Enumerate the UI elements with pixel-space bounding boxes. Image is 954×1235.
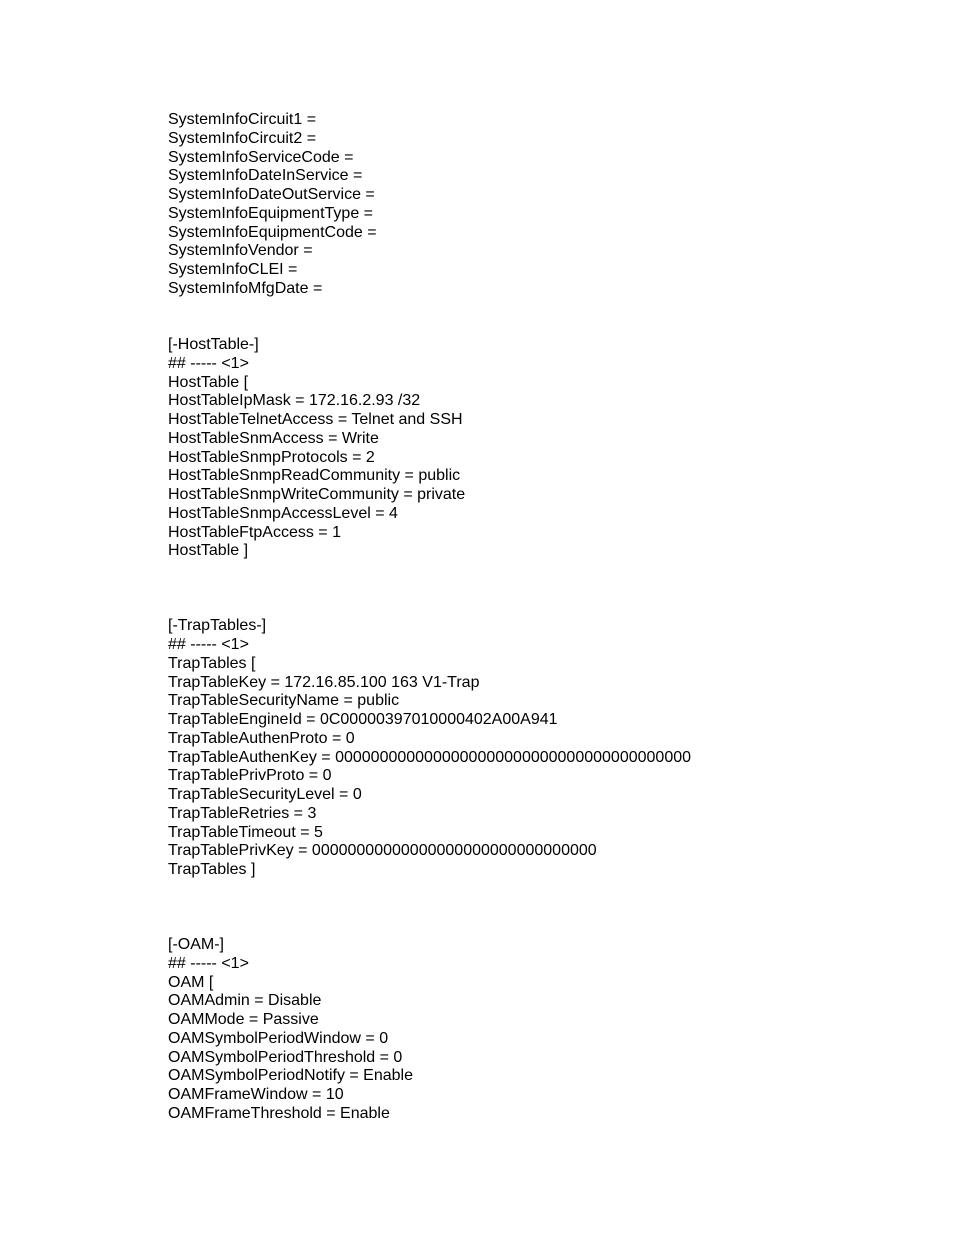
config-document bbox=[168, 111, 691, 1124]
blank-line bbox=[168, 580, 691, 599]
blank-line bbox=[168, 599, 691, 618]
config-line: ## ----- <1> bbox=[168, 954, 249, 972]
config-line: SystemInfoServiceCode = bbox=[168, 148, 354, 166]
config-line: SystemInfoCLEI = bbox=[168, 261, 298, 278]
config-line: OAMMode = Passive bbox=[168, 1011, 319, 1028]
config-line: TrapTableEngineId = 0C00000397010000402A00A941 bbox=[168, 711, 558, 728]
config-line: OAMSymbolPeriodThreshold = 0 bbox=[168, 1048, 403, 1066]
config-line: TrapTableAuthenProto = 0 bbox=[168, 729, 355, 747]
config-line: TrapTableKey = 172.16.85.100 163 V1-Trap bbox=[168, 673, 480, 691]
config-line: [-TrapTables-] bbox=[168, 617, 267, 635]
config-line: HostTableFtpAccess = 1 bbox=[168, 523, 341, 541]
config-line: SystemInfoDateInService = bbox=[168, 167, 363, 185]
blank-line bbox=[168, 317, 691, 336]
config-section bbox=[168, 617, 691, 936]
config-line: OAMAdmin = Disable bbox=[168, 992, 322, 1010]
config-line: HostTable [ bbox=[168, 373, 249, 391]
config-line: ## ----- <1> bbox=[168, 354, 249, 372]
config-line: HostTableTelnetAccess = Telnet and SSH bbox=[168, 411, 463, 428]
config-line: TrapTableTimeout = 5 bbox=[168, 823, 323, 841]
config-line: HostTableSnmpAccessLevel = 4 bbox=[168, 504, 398, 522]
config-line: OAMFrameThreshold = Enable bbox=[168, 1104, 390, 1122]
config-line: TrapTableRetries = 3 bbox=[168, 804, 317, 822]
config-line: HostTableSnmpWriteCommunity = private bbox=[168, 486, 466, 503]
config-line: OAMFrameWindow = 10 bbox=[168, 1086, 344, 1103]
config-line: SystemInfoEquipmentCode = bbox=[168, 223, 377, 241]
config-line: [-OAM-] bbox=[168, 936, 224, 953]
config-line: HostTableIpMask = 172.16.2.93 /32 bbox=[168, 392, 421, 410]
config-section bbox=[168, 111, 691, 336]
config-line: [-HostTable-] bbox=[168, 336, 259, 353]
config-line: TrapTables ] bbox=[168, 861, 256, 878]
config-line: SystemInfoMfgDate = bbox=[168, 279, 323, 297]
config-section bbox=[168, 336, 691, 617]
config-line: TrapTableSecurityLevel = 0 bbox=[168, 786, 362, 803]
config-line: HostTableSnmAccess = Write bbox=[168, 429, 379, 447]
config-line: OAMSymbolPeriodNotify = Enable bbox=[168, 1067, 413, 1085]
blank-line bbox=[168, 561, 691, 580]
blank-line bbox=[168, 880, 691, 899]
blank-line bbox=[168, 917, 691, 936]
config-line: SystemInfoCircuit2 = bbox=[168, 129, 317, 147]
config-line: OAMSymbolPeriodWindow = 0 bbox=[168, 1029, 389, 1047]
config-line: SystemInfoDateOutService = bbox=[168, 186, 375, 203]
config-line: TrapTableAuthenKey = 0000000000000000000000000000000000000000 bbox=[168, 748, 692, 766]
config-line: SystemInfoVendor = bbox=[168, 242, 313, 260]
config-section bbox=[168, 936, 691, 1124]
config-line: HostTable ] bbox=[168, 542, 249, 560]
blank-line bbox=[168, 899, 691, 918]
config-line: TrapTablePrivKey = 00000000000000000000000000000000 bbox=[168, 842, 597, 860]
config-line: SystemInfoEquipmentType = bbox=[168, 204, 373, 222]
config-line: HostTableSnmpReadCommunity = public bbox=[168, 467, 461, 485]
config-line: TrapTableSecurityName = public bbox=[168, 692, 400, 710]
config-line: ## ----- <1> bbox=[168, 636, 249, 653]
config-line: SystemInfoCircuit1 = bbox=[168, 111, 317, 128]
config-line: TrapTables [ bbox=[168, 654, 256, 672]
config-line: HostTableSnmpProtocols = 2 bbox=[168, 448, 375, 466]
config-line: OAM [ bbox=[168, 973, 214, 991]
config-line: TrapTablePrivProto = 0 bbox=[168, 767, 332, 785]
blank-line bbox=[168, 299, 691, 318]
